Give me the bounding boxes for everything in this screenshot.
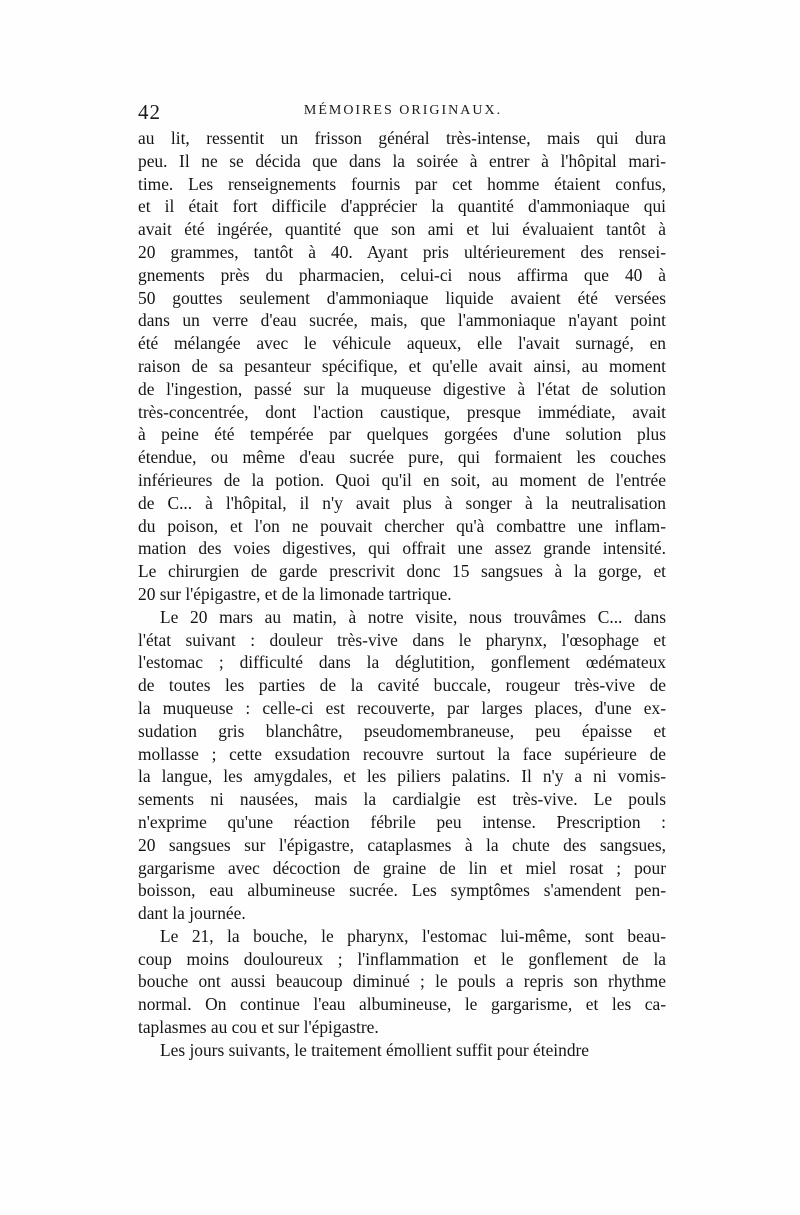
- text-line: au lit, ressentit un frisson général très-intense, mais qui dura: [138, 128, 666, 148]
- paragraph: [138, 1039, 666, 1062]
- text-line: étendue, ou même d'eau sucrée pure, qui formaient les couches: [138, 447, 666, 468]
- paragraph: [138, 606, 666, 925]
- text-line: et il était fort difficile d'apprécier la quantité d'ammoniaque qui: [138, 196, 666, 217]
- text-line: n'exprime qu'une réaction fébrile peu intense. Prescription :: [138, 811, 666, 832]
- text-line: l'estomac ; difficulté dans la déglutition, gonflement œdémateux: [138, 652, 666, 673]
- paragraph: [138, 127, 666, 606]
- text-line: de C... à l'hôpital, il n'y avait plus à songer à la neutralisation: [138, 492, 666, 513]
- text-line: 20 sangsues sur l'épigastre, cataplasmes à la chute des sangsues,: [138, 834, 666, 855]
- text-line: gargarisme avec décoction de graine de lin et miel rosat ; pour: [138, 857, 666, 878]
- text-line: Les jours suivants, le traitement émollient suffit pour éteindre: [160, 1039, 590, 1060]
- text-line: avait été ingérée, quantité que son ami et lui évaluaient tantôt à: [138, 219, 666, 240]
- text-line: peu. Il ne se décida que dans la soirée à entrer à l'hôpital mari-: [138, 150, 666, 171]
- text-line: 50 gouttes seulement d'ammoniaque liquide avaient été versées: [138, 287, 666, 308]
- text-line: du poison, et l'on ne pouvait chercher qu'à combattre une inflam-: [138, 515, 666, 536]
- paragraph: [138, 925, 666, 1039]
- text-line: gnements près du pharmacien, celui-ci nous affirma que 40 à: [138, 264, 666, 285]
- text-line: la langue, les amygdales, et les piliers palatins. Il n'y a ni vomis-: [138, 766, 666, 787]
- text-line: l'état suivant : douleur très-vive dans le pharynx, l'œsophage et: [138, 629, 666, 650]
- text-line: 20 sur l'épigastre, et de la limonade tartrique.: [138, 583, 452, 604]
- text-line: sudation gris blanchâtre, pseudomembraneuse, peu épaisse et: [138, 720, 666, 741]
- text-line: inférieures de la potion. Quoi qu'il en soit, au moment de l'entrée: [138, 469, 666, 490]
- text-line: sements ni nausées, mais la cardialgie est très-vive. Le pouls: [138, 789, 666, 810]
- text-line: très-concentrée, dont l'action caustique, presque immédiate, avait: [138, 401, 666, 422]
- text-line: 20 grammes, tantôt à 40. Ayant pris ultérieurement des rensei-: [138, 241, 666, 262]
- text-line: mation des voies digestives, qui offrait une assez grande intensité.: [138, 538, 666, 559]
- text-line: à peine été tempérée par quelques gorgées d'une solution plus: [138, 424, 666, 445]
- text-line: Le 20 mars au matin, à notre visite, nous trouvâmes C... dans: [160, 606, 666, 627]
- body-text: [138, 127, 666, 1062]
- text-line: normal. On continue l'eau albumineuse, le gargarisme, et les ca-: [138, 994, 666, 1015]
- text-line: dans un verre d'eau sucrée, mais, que l'ammoniaque n'ayant point: [138, 310, 666, 331]
- text-line: bouche ont aussi beaucoup diminué ; le pouls a repris son rhythme: [138, 971, 666, 992]
- text-line: boisson, eau albumineuse sucrée. Les symptômes s'amendent pen-: [138, 880, 666, 901]
- page-header: [138, 100, 668, 124]
- text-line: time. Les renseignements fournis par cet homme étaient confus,: [138, 173, 666, 194]
- text-line: Le chirurgien de garde prescrivit donc 15 sangsues à la gorge, et: [138, 561, 666, 582]
- running-title: MÉMOIRES ORIGINAUX.: [303, 103, 503, 118]
- text-line: mollasse ; cette exsudation recouvre surtout la face supérieure de: [138, 743, 666, 764]
- text-line: la muqueuse : celle-ci est recouverte, par larges places, d'une ex-: [138, 697, 666, 718]
- text-line: taplasmes au cou et sur l'épigastre.: [138, 1017, 379, 1038]
- text-line: de toutes les parties de la cavité buccale, rougeur très-vive de: [138, 675, 666, 696]
- text-line: dant la journée.: [138, 903, 246, 924]
- text-line: coup moins douloureux ; l'inflammation et le gonflement de la: [138, 948, 666, 969]
- page-number: 42: [138, 100, 161, 124]
- text-line: Le 21, la bouche, le pharynx, l'estomac lui-même, sont beau-: [160, 925, 666, 946]
- text-line: raison de sa pesanteur spécifique, et qu'elle avait ainsi, au moment: [138, 355, 666, 376]
- text-line: de l'ingestion, passé sur la muqueuse digestive à l'état de solution: [138, 378, 666, 399]
- text-line: été mélangée avec le véhicule aqueux, elle l'avait surnagé, en: [138, 333, 666, 354]
